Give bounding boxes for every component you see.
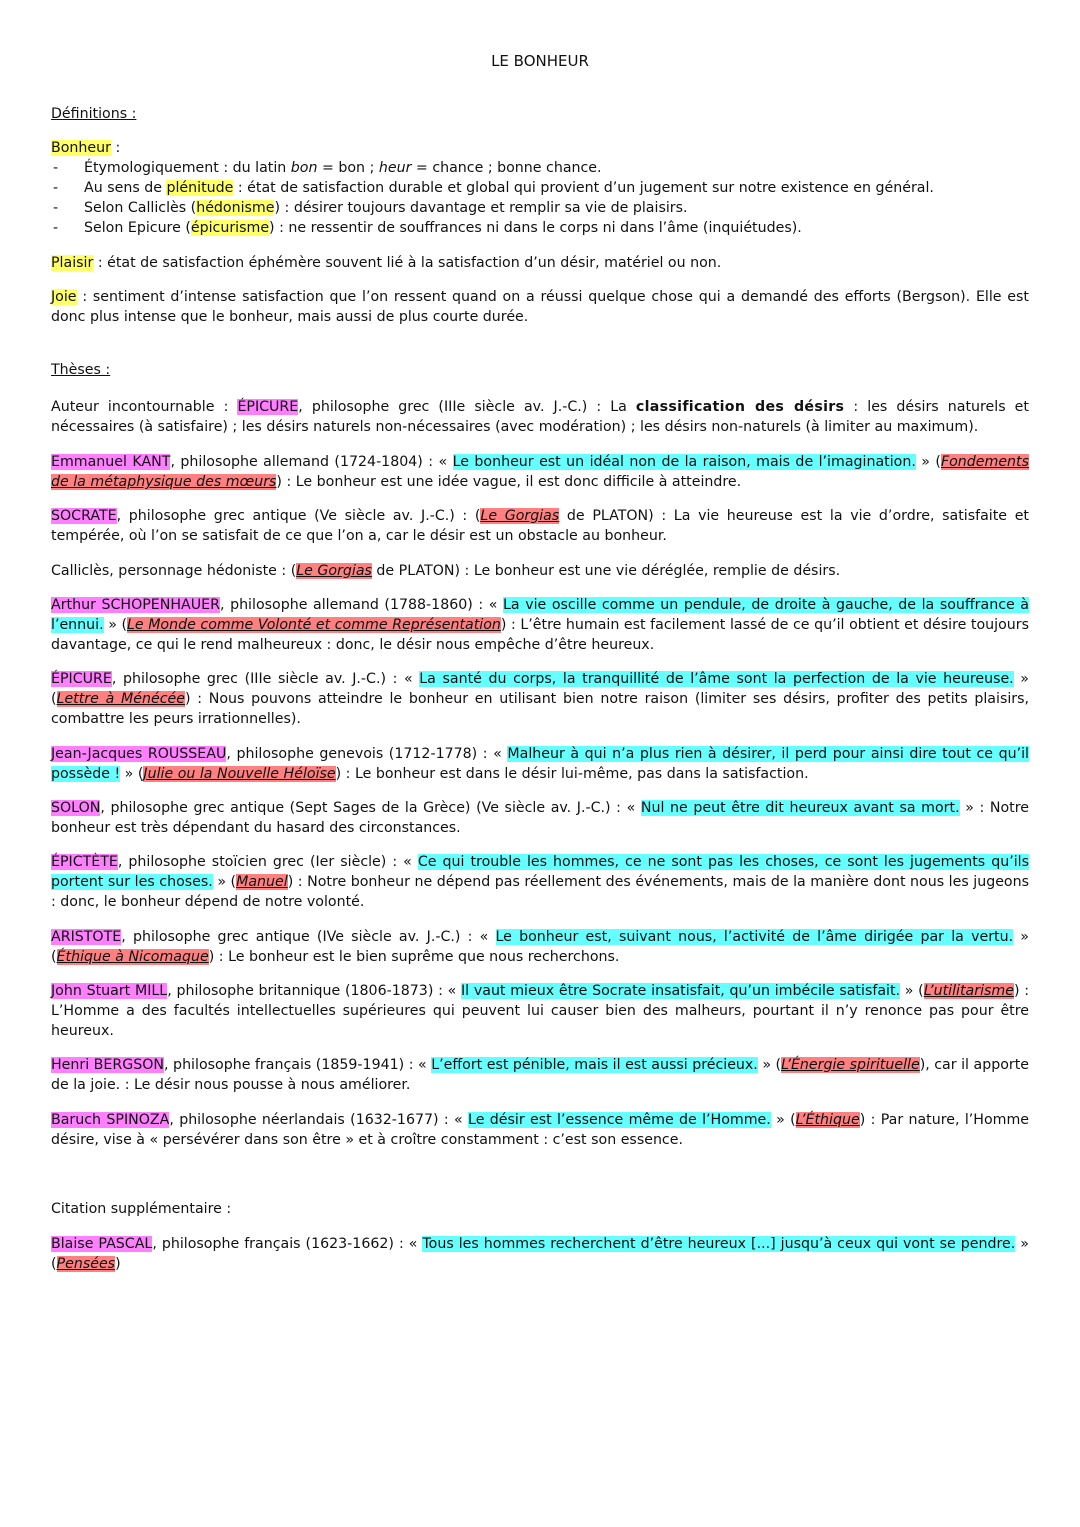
list-item: - Au sens de plénitude : état de satisfaction durable et global qui provient d’un jugement sur notre existence en général. [51,178,1029,198]
citation-pascal: Blaise PASCAL, philosophe français (1623-1662) : « Tous les hommes recherchent d’être heureux [...] jusqu’à ceux qui vont se pendre. » (Pensées) [51,1236,1029,1272]
list-item: - Selon Calliclès (hédonisme) : désirer toujours davantage et remplir sa vie de plaisirs. [51,198,1029,218]
thesis-aristote: ARISTOTE, philosophe grec antique (IVe siècle av. J.-C.) : « Le bonheur est, suivant nous, l’activité de l’âme dirigée par la vertu. » (Éthique à Nicomaque) : Le bonheur est le bien suprême que nous recherchons. [51,929,1029,965]
definition-plaisir: Plaisir : état de satisfaction éphémère souvent lié à la satisfaction d’un désir, matériel ou non. [51,255,722,271]
theses-heading: Thèses : [51,362,111,378]
thesis-epicure-intro: Auteur incontournable : ÉPICURE, philosophe grec (IIIe siècle av. J.-C.) : La classification des désirs : les désirs naturels et nécessaires (à satisfaire) ; les désirs naturels non-nécessaires (avec modération) ; les désirs non-naturels (à limiter au maximum). [51,399,1029,435]
thesis-bergson: Henri BERGSON, philosophe français (1859-1941) : « L’effort est pénible, mais il est aussi précieux. » (L’Énergie spirituelle), car il apporte de la joie. : Le désir nous pousse à nous améliorer. [51,1057,1030,1093]
page-title: LE BONHEUR [491,52,589,70]
supplement-heading: Citation supplémentaire : [51,1201,232,1217]
definition-joie: Joie : sentiment d’intense satisfaction que l’on ressent quand on a réussi quelque chose qui a demandé des efforts (Bergson). Elle est donc plus intense que le bonheur, mais aussi de plus courte durée. [51,289,1029,325]
thesis-schopenhauer: Arthur SCHOPENHAUER, philosophe allemand (1788-1860) : « La vie oscille comme un pendule, de droite à gauche, de la souffrance à l’ennui. » (Le Monde comme Volonté et comme Représentation) : L’être humain est facilement lassé de ce qu’il obtient et désire toujours davantage, ce qui le rend malheureux : donc, le désir nous empêche d’être heureux. [51,597,1030,653]
thesis-epictete: ÉPICTÈTE, philosophe stoïcien grec (Ier siècle) : « Ce qui trouble les hommes, ce ne sont pas les choses, ce sont les jugements qu’ils portent sur les choses. » (Manuel) : Notre bonheur ne dépend pas réellement des événements, mais de la manière dont nous les jugeons : donc, le bonheur dépend de notre volonté. [51,854,1029,910]
thesis-socrate: SOCRATE, philosophe grec antique (Ve siècle av. J.-C.) : (Le Gorgias de PLATON) : La vie heureuse est la vie d’ordre, satisfaite et tempérée, où l’on se satisfait de ce que l’on a, car le désir est un obstacle au bonheur. [51,508,1029,544]
thesis-callicles: Calliclès, personnage hédoniste : (Le Gorgias de PLATON) : Le bonheur est une vie déréglée, remplie de désirs. [51,563,841,579]
thesis-solon: SOLON, philosophe grec antique (Sept Sages de la Grèce) (Ve siècle av. J.-C.) : « Nul ne peut être dit heureux avant sa mort. » : Notre bonheur est très dépendant du hasard des circonstances. [51,800,1029,836]
term-bonheur: Bonheur [51,140,111,156]
definitions-heading: Définitions : [51,106,137,122]
list-item: - Étymologiquement : du latin bon = bon ; heur = chance ; bonne chance. [51,158,1029,178]
thesis-kant: Emmanuel KANT, philosophe allemand (1724-1804) : « Le bonheur est un idéal non de la raison, mais de l’imagination. » (Fondements de la métaphysique des mœurs) : Le bonheur est une idée vague, il est donc difficile à atteindre. [51,454,1029,490]
thesis-mill: John Stuart MILL, philosophe britannique (1806-1873) : « Il vaut mieux être Socrate insatisfait, qu’un imbécile satisfait. » (L’utilitarisme) : L’Homme a des facultés intellectuelles supérieures qui peuvent lui causer bien des malheurs, pourtant il n’y renonce pas pour être heureux. [51,983,1029,1039]
thesis-spinoza: Baruch SPINOZA, philosophe néerlandais (1632-1677) : « Le désir est l’essence même de l’Homme. » (L’Éthique) : Par nature, l’Homme désire, vise à « persévérer dans son être » et à croître constamment : c’est son essence. [51,1112,1029,1148]
definition-bonheur: Bonheur : - Étymologiquement : du latin bon = bon ; heur = chance ; bonne chance. - Au sens de plénitude : état de satisfaction durable et global qui provient d’un jugement sur notre existence en général. - Selon Calliclès (hédonisme) : désirer toujours davantage et remplir sa vie de plaisirs. - Selon Epicure (épicurisme) : ne ressentir de souffrances ni dans le corps ni dans l’âme (inquiétudes). [51,138,1029,238]
bonheur-list [51,158,1029,238]
thesis-rousseau: Jean-Jacques ROUSSEAU, philosophe genevois (1712-1778) : « Malheur à qui n’a plus rien à désirer, il perd pour ainsi dire tout ce qu’il possède ! » (Julie ou la Nouvelle Héloïse) : Le bonheur est dans le désir lui-même, pas dans la satisfaction. [51,746,1029,782]
list-item: - Selon Epicure (épicurisme) : ne ressentir de souffrances ni dans le corps ni dans l’âme (inquiétudes). [51,218,1029,238]
thesis-epicure: ÉPICURE, philosophe grec (IIIe siècle av. J.-C.) : « La santé du corps, la tranquillité de l’âme sont la perfection de la vie heureuse. » (Lettre à Ménécée) : Nous pouvons atteindre le bonheur en utilisant bien notre raison (limiter ses désirs, profiter des petits plaisirs, combattre les peurs irrationnelles). [51,671,1030,727]
